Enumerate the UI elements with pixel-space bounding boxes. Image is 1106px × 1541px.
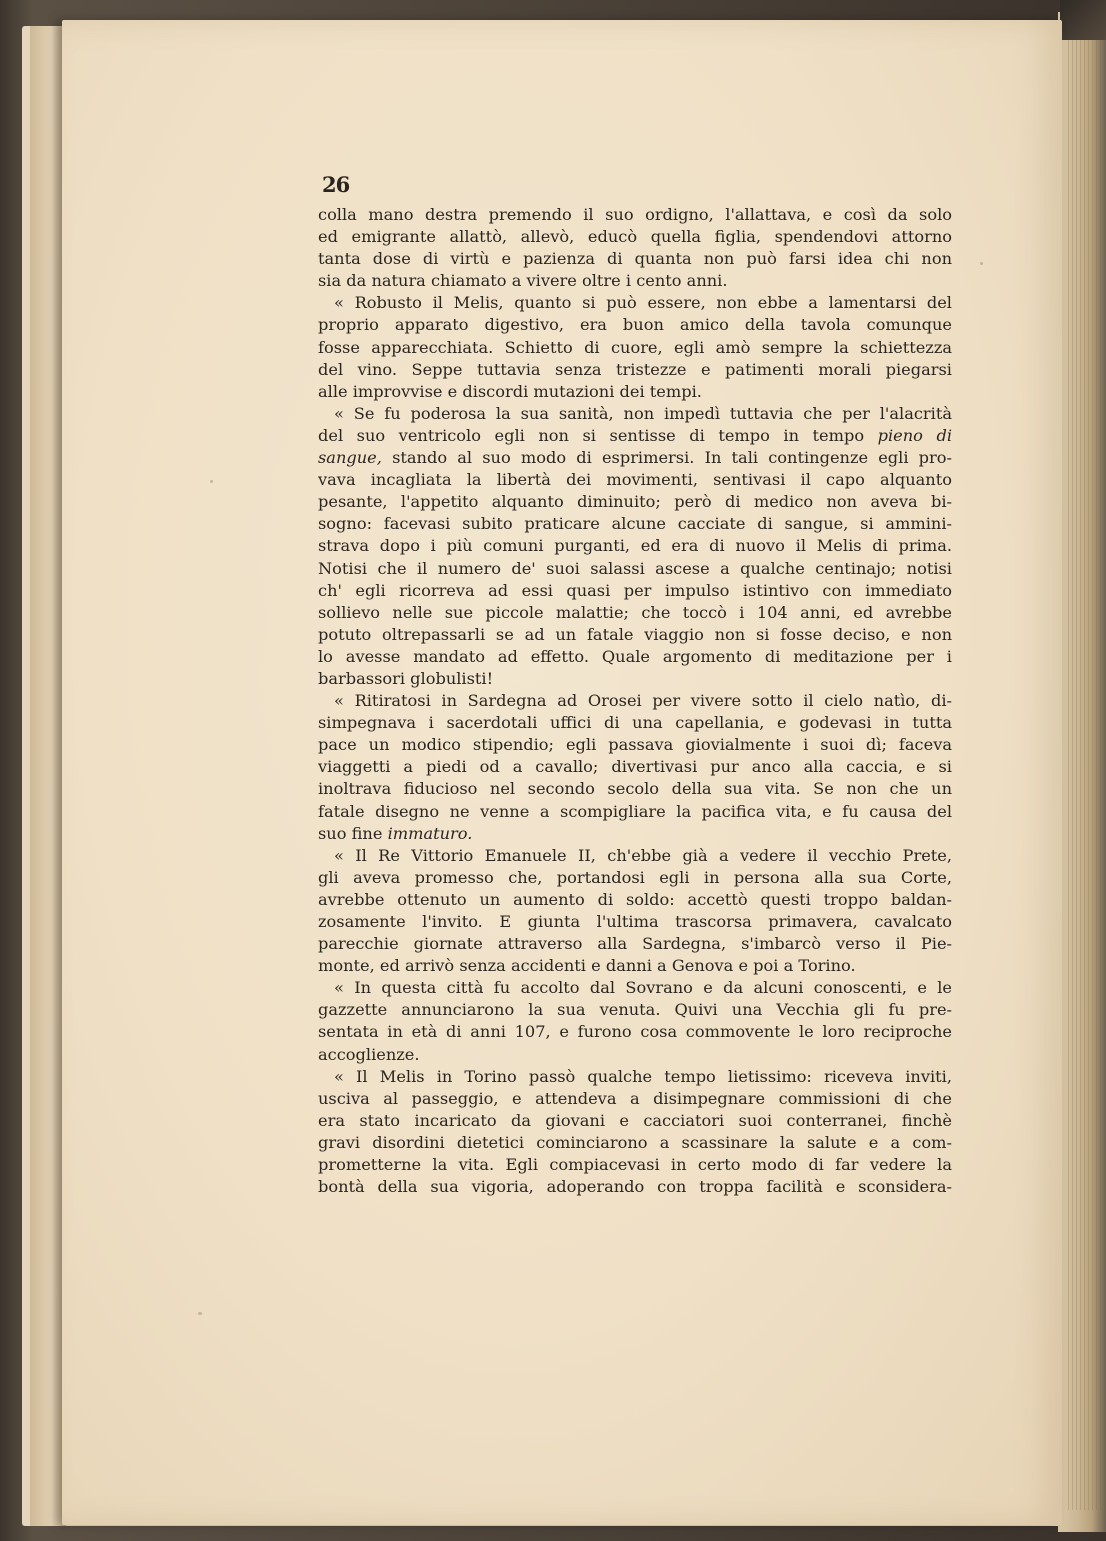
text-line: sollievo nelle sue piccole malattie; che toccò i 104 anni, ed avrebbe: [318, 602, 952, 622]
italic-phrase: sangue,: [318, 448, 382, 468]
text-line: monte, ed arrivò senza accidenti e danni a Genova e poi a Torino.: [318, 956, 856, 976]
book-page-stack: [1068, 30, 1104, 1510]
page-number: 26: [322, 172, 350, 197]
text-line: colla mano destra premendo il suo ordigno, l'allattava, e così da solo: [318, 205, 952, 224]
text-line: « Il Melis in Torino passò qualche tempo lietissimo: riceveva inviti,: [334, 1066, 952, 1086]
book-corner: [1060, 0, 1106, 40]
paper-speck: [210, 480, 213, 483]
text-line: gli aveva promesso che, portandosi egli in persona alla sua Corte,: [318, 867, 952, 887]
text-line: Notisi che il numero de' suoi salassi ascese a qualche centinajo; notisi: [318, 558, 952, 578]
text-line: gravi disordini dietetici cominciarono a scassinare la salute e a com-: [318, 1132, 952, 1152]
text-line: suo fine immaturo.: [318, 823, 473, 843]
italic-phrase: immaturo.: [387, 823, 473, 843]
text-line: sangue, stando al suo modo di esprimersi. In tali contingenze egli pro-: [318, 448, 952, 468]
text-line: pace un modico stipendio; egli passava giovialmente i suoi dì; faceva: [318, 735, 952, 755]
text-line: usciva al passeggio, e attendeva a disimpegnare commissioni di che: [318, 1088, 952, 1108]
italic-phrase: pieno di: [877, 425, 952, 445]
text-line: sentata in età di anni 107, e furono cosa commovente le loro reciproche: [318, 1022, 952, 1042]
book-spine-shadow: [30, 26, 66, 1526]
text-line: tanta dose di virtù e pazienza di quanta non può farsi idea chi non: [318, 249, 952, 269]
text-line: sia da natura chiamato a vivere oltre i cento anni.: [318, 271, 728, 291]
text-line: potuto oltrepassarli se ad un fatale viaggio non si fosse deciso, e non: [318, 624, 952, 644]
text-line: avrebbe ottenuto un aumento di soldo: accettò questi troppo baldan-: [318, 889, 952, 909]
text-line: fatale disegno ne venne a scompigliare la pacifica vita, e fu causa del: [318, 801, 952, 821]
text-line: strava dopo i più comuni purganti, ed era di nuovo il Melis di prima.: [318, 536, 952, 556]
text-line: ed emigrante allattò, allevò, educò quella figlia, spendendovi attorno: [318, 227, 952, 247]
text-line: vava incagliata la libertà dei movimenti, sentivasi il capo alquanto: [318, 470, 952, 490]
text-line: « Ritiratosi in Sardegna ad Orosei per vivere sotto il cielo natìo, di-: [334, 691, 952, 711]
text-line: « Se fu poderosa la sua sanità, non impedì tuttavia che per l'alacrità: [334, 403, 952, 423]
text-line: pesante, l'appetito alquanto diminuito; però di medico non aveva bi-: [318, 492, 952, 512]
text-line: era stato incaricato da giovani e cacciatori suoi conterranei, finchè: [318, 1110, 952, 1130]
text-line: gazzette annunciarono la sua venuta. Quivi una Vecchia gli fu pre-: [318, 1000, 952, 1020]
text-line: sogno: facevasi subito praticare alcune cacciate di sangue, si ammini-: [318, 514, 952, 534]
text-line: barbassori globulisti!: [318, 668, 494, 688]
text-line: bontà della sua vigoria, adoperando con troppa facilità e sconsidera-: [318, 1177, 952, 1197]
text-line: « In questa città fu accolto dal Sovrano e da alcuni conoscenti, e le: [334, 978, 952, 998]
text-line: « Robusto il Melis, quanto si può essere, non ebbe a lamentarsi del: [334, 293, 952, 313]
text-line: simpegnava i sacerdotali uffici di una capellania, e godevasi in tutta: [318, 713, 952, 733]
text-line: del vino. Seppe tuttavia senza tristezze e patimenti morali piegarsi: [318, 359, 952, 379]
body-text: [318, 204, 952, 1198]
paper-speck: [980, 262, 983, 265]
text-line: accoglienze.: [318, 1044, 420, 1064]
text-line: proprio apparato digestivo, era buon amico della tavola comunque: [318, 315, 952, 335]
text-line: zosamente l'invito. E giunta l'ultima trascorsa primavera, cavalcato: [318, 912, 952, 931]
text-line: del suo ventricolo egli non si sentisse di tempo in tempo pieno di: [318, 425, 952, 445]
text-line: inoltrava fiducioso nel secondo secolo della sua vita. Se non che un: [318, 779, 952, 799]
text-line: lo avesse mandato ad effetto. Quale argomento di meditazione per i: [318, 646, 952, 666]
text-line: ch' egli ricorreva ad essi quasi per impulso istintivo con immediato: [318, 580, 952, 600]
text-line: alle improvvise e discordi mutazioni dei tempi.: [318, 381, 702, 401]
text-line: « Il Re Vittorio Emanuele II, ch'ebbe già a vedere il vecchio Prete,: [334, 845, 952, 865]
text-line: parecchie giornate attraverso alla Sardegna, s'imbarcò verso il Pie-: [318, 934, 952, 954]
text-line: prometterne la vita. Egli compiacevasi in certo modo di far vedere la: [318, 1155, 952, 1175]
paper-speck: [198, 1312, 202, 1315]
text-line: fosse apparecchiata. Schietto di cuore, egli amò sempre la schiettezza: [318, 337, 952, 357]
text-line: viaggetti a piedi od a cavallo; divertivasi pur anco alla caccia, e si: [318, 757, 952, 777]
